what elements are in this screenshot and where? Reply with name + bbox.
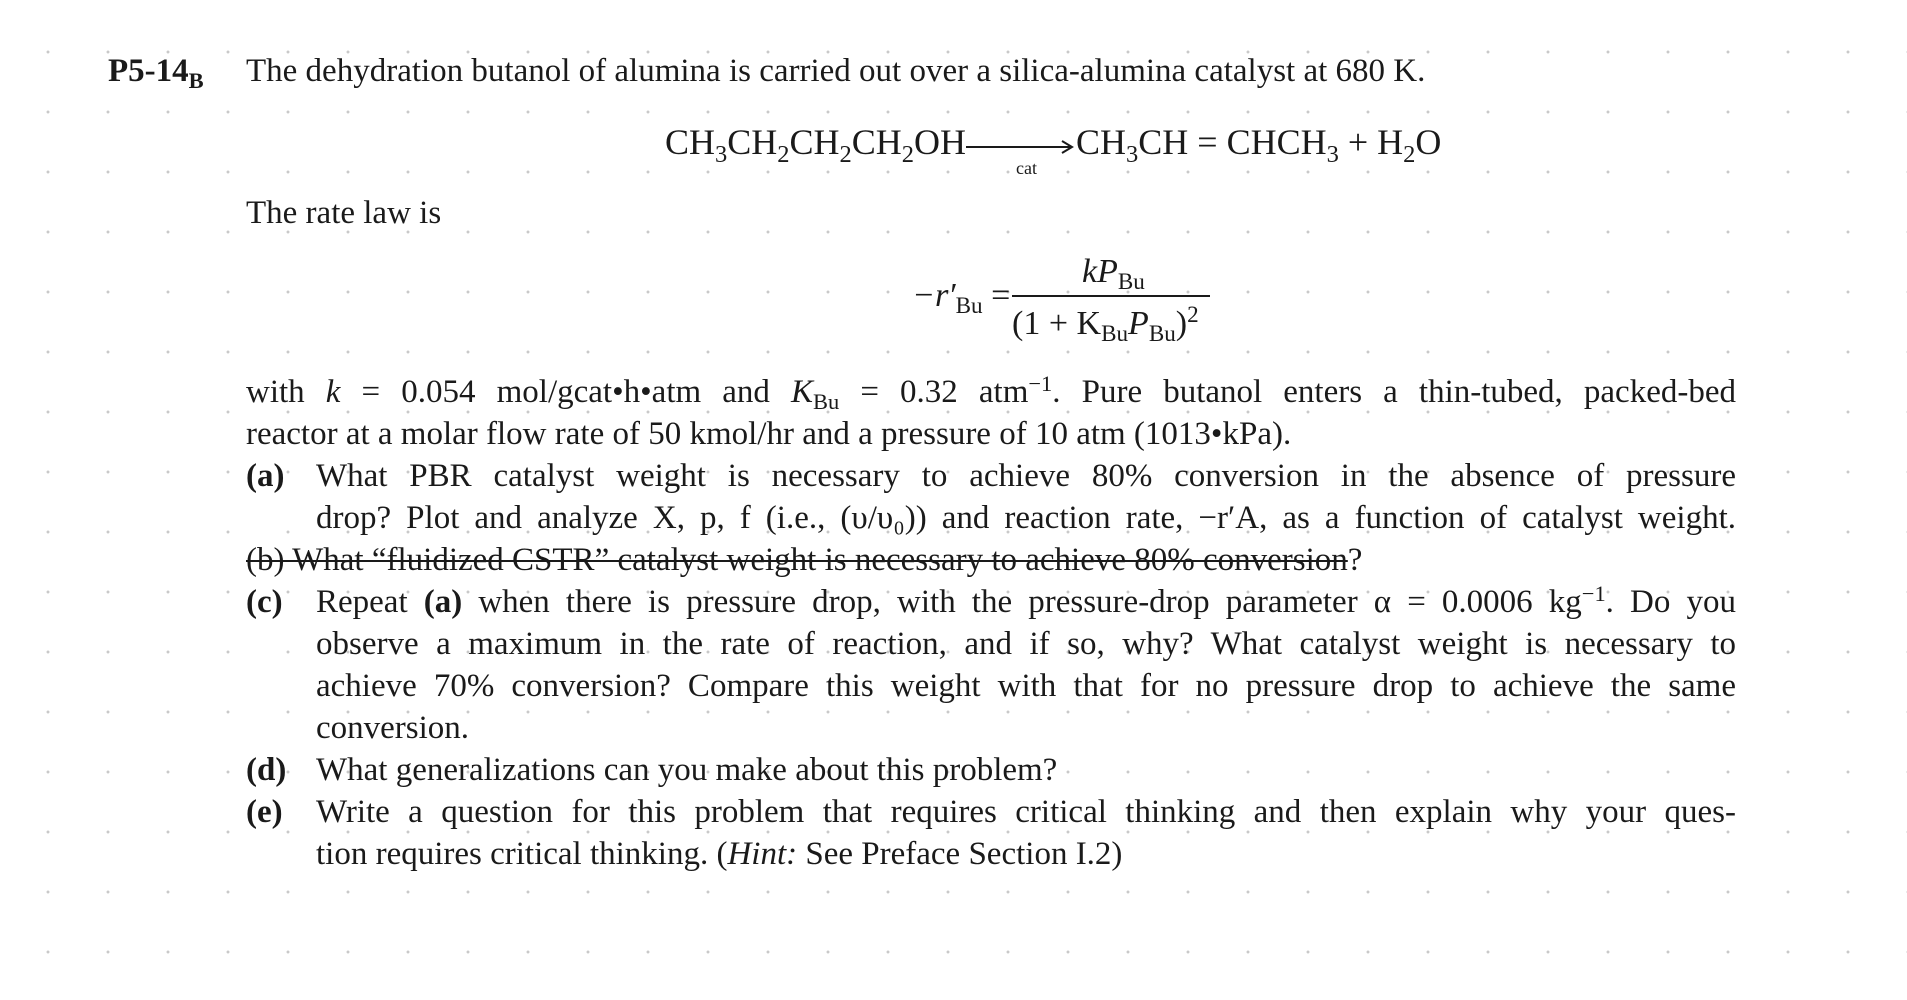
part-b-struck: (b) What “fluidized CSTR” catalyst weight is necessary to achieve 80% conversion?	[246, 542, 1363, 578]
part-e-line-2: tion requires critical thinking. (Hint: See Preface Section I.2)	[316, 836, 1123, 872]
problem-intro: The dehydration butanol of alumina is carried out over a silica-alumina catalyst at 680 K.	[246, 53, 1426, 89]
rate-law-lhs: $-r'_{Bu}$ =	[912, 277, 1011, 320]
rate-law-denominator: $(1 + K_{Bu}P_{Bu})^2$	[1012, 302, 1199, 348]
part-d-text: What generalizations can you make about this problem?	[316, 752, 1058, 788]
part-a-label: (a)	[246, 458, 285, 494]
problem-number	[108, 50, 204, 92]
rate-law-numerator: $kP_{Bu}$	[1082, 253, 1145, 296]
rate-law-intro: The rate law is	[246, 195, 442, 231]
reactant: $CH_3CH_2CH_2CH_2OH$	[665, 122, 966, 168]
products: $CH_3CH$ = $CHCH_3 + H_2O$	[1076, 122, 1442, 168]
part-a-line-2: drop? Plot and analyze X, p, f (i.e., (υ/υ₀)) and reaction rate, −r′A, as a function of catalyst weight.	[316, 500, 1736, 536]
part-a-line-1: What PBR catalyst weight is necessary to achieve 80% conversion in the absence of pressure	[316, 458, 1736, 494]
part-c-line-4: conversion.	[316, 710, 470, 746]
part-c-line-1: Repeat (a) when there is pressure drop, with the pressure-drop parameter α = 0.0006 $kg^{-1}$. Do you	[316, 580, 1736, 620]
catalyst-label: cat	[1016, 157, 1037, 178]
part-e-line-1: Write a question for this problem that requires critical thinking and then explain why your ques-	[316, 794, 1736, 830]
reaction-arrow-icon	[966, 131, 1076, 178]
problem-number-label: P5-14	[108, 53, 189, 89]
fraction-bar	[1012, 295, 1210, 297]
body-line-2: reactor at a molar flow rate of 50 kmol/hr and a pressure of 10 atm (1013•kPa).	[246, 416, 1292, 452]
part-e-label: (e)	[246, 794, 283, 830]
body-line-1: with k = 0.054 mol/gcat•h•atm and $K_{Bu} = 0.32$ atm$^{-1}$. Pure butanol enters a thin-tubed, packed-bed	[246, 370, 1736, 415]
part-c-line-3: achieve 70% conversion? Compare this weight with that for no pressure drop to achieve the same	[316, 668, 1736, 704]
reaction-equation	[665, 120, 1442, 178]
part-d-label: (d)	[246, 752, 287, 788]
problem-difficulty: B	[188, 68, 204, 94]
part-c-label: (c)	[246, 584, 283, 620]
part-c-line-2: observe a maximum in the rate of reaction, and if so, why? What catalyst weight is necessary to	[316, 626, 1736, 662]
